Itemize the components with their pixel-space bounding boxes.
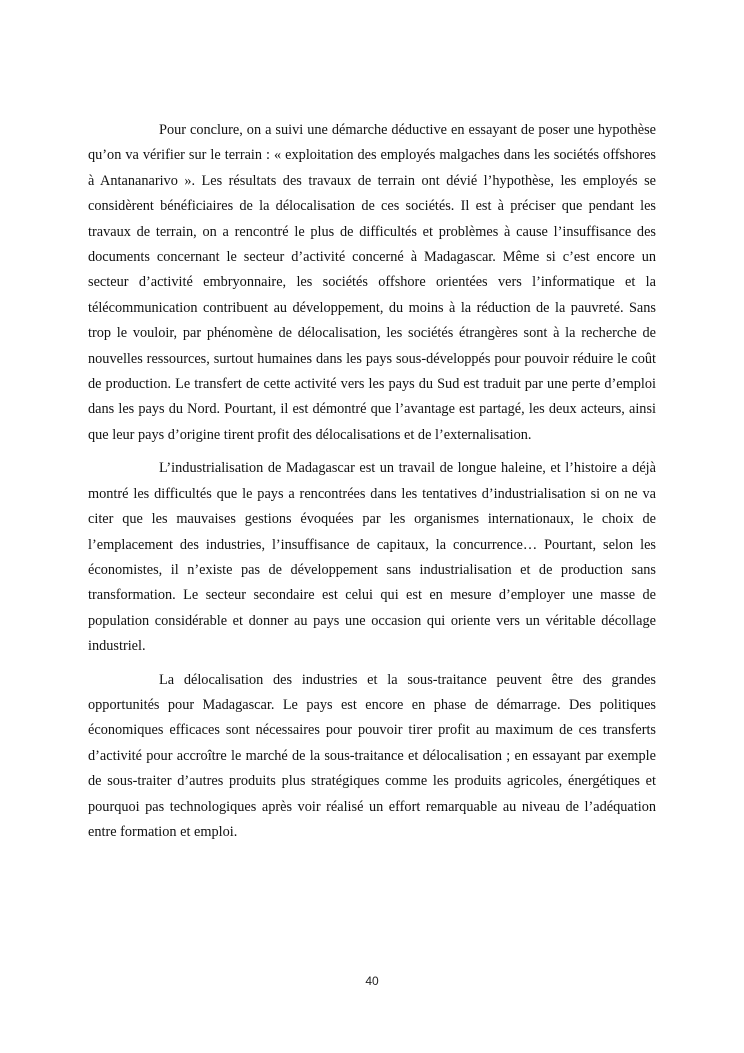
body-text xyxy=(88,118,656,853)
paragraph-conclusion: Pour conclure, on a suivi une démarche déductive en essayant de poser une hypothèse qu’on va vérifier sur le terrain : « exploitation des employés malgaches dans les sociétés offshores à Antananarivo ». Les résultats des travaux de terrain ont dévié l’hypothèse, les employés se considèrent bénéficiaires de la délocalisation de ces sociétés. Il est à préciser que pendant les travaux de terrain, on a rencontré le plus de difficultés et problèmes à cause l’insuffisance des documents concernant le secteur d’activité concerné à Madagascar. Même si c’est encore un secteur d’activité embryonnaire, les sociétés offshore orientées vers l’informatique et la télécommunication contribuent au développement, du moins à la réduction de la pauvreté. Sans trop le vouloir, par phénomène de délocalisation, les sociétés étrangères sont à la recherche de nouvelles ressources, surtout humaines dans les pays sous-développés pour pouvoir réduire le coût de production. Le transfert de cette activité vers les pays du Sud est traduit par une perte d’emploi dans les pays du Nord. Pourtant, il est démontré que l’avantage est partagé, les deux acteurs, ainsi que leur pays d’origine tirent profit des délocalisations et de l’externalisation. xyxy=(88,122,656,443)
paragraph-industrialisation: L’industrialisation de Madagascar est un travail de longue haleine, et l’histoire a déjà montré les difficultés que le pays a rencontrées dans les tentatives d’industrialisation si on ne va citer que les mauvaises gestions évoquées par les organismes internationaux, le choix de l’emplacement des industries, l’insuffisance de capitaux, la concurrence… Pourtant, selon les économistes, il n’existe pas de développement sans industrialisation et de production sans transformation. Le secteur secondaire est celui qui est en mesure d’employer une masse de population considérable et donner au pays une occasion qui oriente vers un véritable décollage industriel. xyxy=(88,460,656,655)
paragraph-delocalisation: La délocalisation des industries et la sous-traitance peuvent être des grandes opportunités pour Madagascar. Le pays est encore en phase de démarrage. Des politiques économiques efficaces sont nécessaires pour pouvoir tirer profit au maximum de ces transferts d’activité pour accroître le marché de la sous-traitance et délocalisation ; en essayant par exemple de sous-traiter d’autres produits plus stratégiques comme les produits agricoles, énergétiques et pourquoi pas technologiques après voir réalisé un effort remarquable au niveau de l’adéquation entre formation et emploi. xyxy=(88,671,656,840)
page-number: 40 xyxy=(365,974,379,988)
